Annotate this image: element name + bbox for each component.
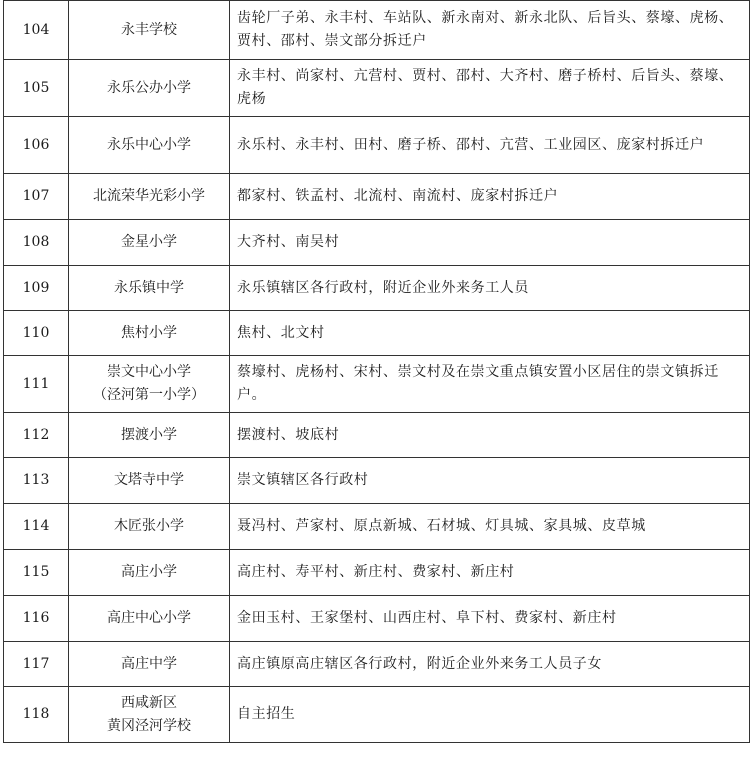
school-name: 永乐镇中学 bbox=[114, 279, 184, 296]
row-number: 106 bbox=[4, 117, 69, 174]
school-name-cell bbox=[69, 1, 230, 60]
row-number: 107 bbox=[4, 174, 69, 220]
school-name: 文塔寺中学 bbox=[114, 472, 184, 488]
enrollment-scope: 聂冯村、芦家村、原点新城、石材城、灯具城、家具城、皮草城 bbox=[230, 504, 750, 550]
table-row bbox=[4, 550, 750, 596]
table-row bbox=[4, 687, 750, 743]
school-name-cell bbox=[69, 117, 230, 174]
school-name-cell bbox=[69, 266, 230, 311]
school-name: （泾河第一小学） bbox=[93, 387, 205, 403]
row-number: 116 bbox=[4, 596, 69, 642]
table-row bbox=[4, 413, 750, 458]
table-body bbox=[4, 1, 750, 743]
enrollment-scope: 永乐村、永丰村、田村、磨子桥、邵村、亢营、工业园区、庞家村拆迁户 bbox=[230, 117, 750, 174]
table-row bbox=[4, 174, 750, 220]
school-name-cell bbox=[69, 174, 230, 220]
table-row bbox=[4, 504, 750, 550]
school-name: 高庄小学 bbox=[121, 564, 177, 580]
row-number: 108 bbox=[4, 220, 69, 266]
enrollment-scope: 高庄镇原高庄辖区各行政村，附近企业外来务工人员子女 bbox=[230, 642, 750, 687]
enrollment-scope: 齿轮厂子弟、永丰村、车站队、新永南对、新永北队、后旨头、蔡壕、虎杨、贾村、邵村、崇文部分拆迁户 bbox=[230, 1, 750, 60]
table-row bbox=[4, 642, 750, 687]
enrollment-scope: 都家村、铁孟村、北流村、南流村、庞家村拆迁户 bbox=[230, 174, 750, 220]
enrollment-scope: 崇文镇辖区各行政村 bbox=[230, 458, 750, 504]
school-name: 黄冈泾河学校 bbox=[107, 717, 191, 734]
table-row bbox=[4, 458, 750, 504]
enrollment-scope: 蔡壕村、虎杨村、宋村、崇文村及在崇文重点镇安置小区居住的崇文镇拆迁户。 bbox=[230, 356, 750, 413]
enrollment-scope: 金田玉村、王家堡村、山西庄村、阜下村、费家村、新庄村 bbox=[230, 596, 750, 642]
enrollment-scope: 摆渡村、坡底村 bbox=[230, 413, 750, 458]
school-name: 高庄中心小学 bbox=[107, 610, 191, 626]
school-name: 永丰学校 bbox=[121, 21, 177, 38]
row-number: 115 bbox=[4, 550, 69, 596]
school-district-table bbox=[3, 0, 750, 743]
row-number: 104 bbox=[4, 1, 69, 60]
table-row bbox=[4, 117, 750, 174]
school-name: 高庄中学 bbox=[121, 655, 177, 672]
school-name-cell bbox=[69, 413, 230, 458]
school-name-cell bbox=[69, 642, 230, 687]
school-name: 金星小学 bbox=[121, 234, 177, 250]
school-name-cell bbox=[69, 60, 230, 117]
school-name: 西咸新区 bbox=[121, 694, 177, 711]
row-number: 113 bbox=[4, 458, 69, 504]
table-row bbox=[4, 596, 750, 642]
school-name-cell bbox=[69, 356, 230, 413]
school-name: 摆渡小学 bbox=[121, 426, 177, 443]
enrollment-scope: 高庄村、寿平村、新庄村、费家村、新庄村 bbox=[230, 550, 750, 596]
school-name-cell bbox=[69, 458, 230, 504]
enrollment-scope: 大齐村、南吴村 bbox=[230, 220, 750, 266]
school-name: 焦村小学 bbox=[121, 324, 177, 341]
school-name: 木匠张小学 bbox=[114, 518, 184, 534]
school-name-cell bbox=[69, 311, 230, 356]
row-number: 114 bbox=[4, 504, 69, 550]
row-number: 117 bbox=[4, 642, 69, 687]
table-row bbox=[4, 60, 750, 117]
school-name-cell bbox=[69, 504, 230, 550]
row-number: 118 bbox=[4, 687, 69, 743]
row-number: 105 bbox=[4, 60, 69, 117]
enrollment-scope: 永乐镇辖区各行政村，附近企业外来务工人员 bbox=[230, 266, 750, 311]
school-name-cell bbox=[69, 550, 230, 596]
row-number: 110 bbox=[4, 311, 69, 356]
school-name-cell bbox=[69, 596, 230, 642]
school-name-cell bbox=[69, 687, 230, 743]
school-name: 崇文中心小学 bbox=[107, 364, 191, 380]
school-name-cell bbox=[69, 220, 230, 266]
row-number: 111 bbox=[4, 356, 69, 413]
row-number: 109 bbox=[4, 266, 69, 311]
school-name: 永乐中心小学 bbox=[107, 136, 191, 153]
table-row bbox=[4, 266, 750, 311]
enrollment-scope: 永丰村、尚家村、亢营村、贾村、邵村、大齐村、磨子桥村、后旨头、蔡壕、虎杨 bbox=[230, 60, 750, 117]
table-row bbox=[4, 220, 750, 266]
row-number: 112 bbox=[4, 413, 69, 458]
enrollment-scope: 自主招生 bbox=[230, 687, 750, 743]
school-name: 北流荣华光彩小学 bbox=[93, 188, 205, 204]
table-row bbox=[4, 356, 750, 413]
school-name: 永乐公办小学 bbox=[107, 79, 191, 96]
table-row bbox=[4, 1, 750, 60]
table-row bbox=[4, 311, 750, 356]
enrollment-scope: 焦村、北文村 bbox=[230, 311, 750, 356]
